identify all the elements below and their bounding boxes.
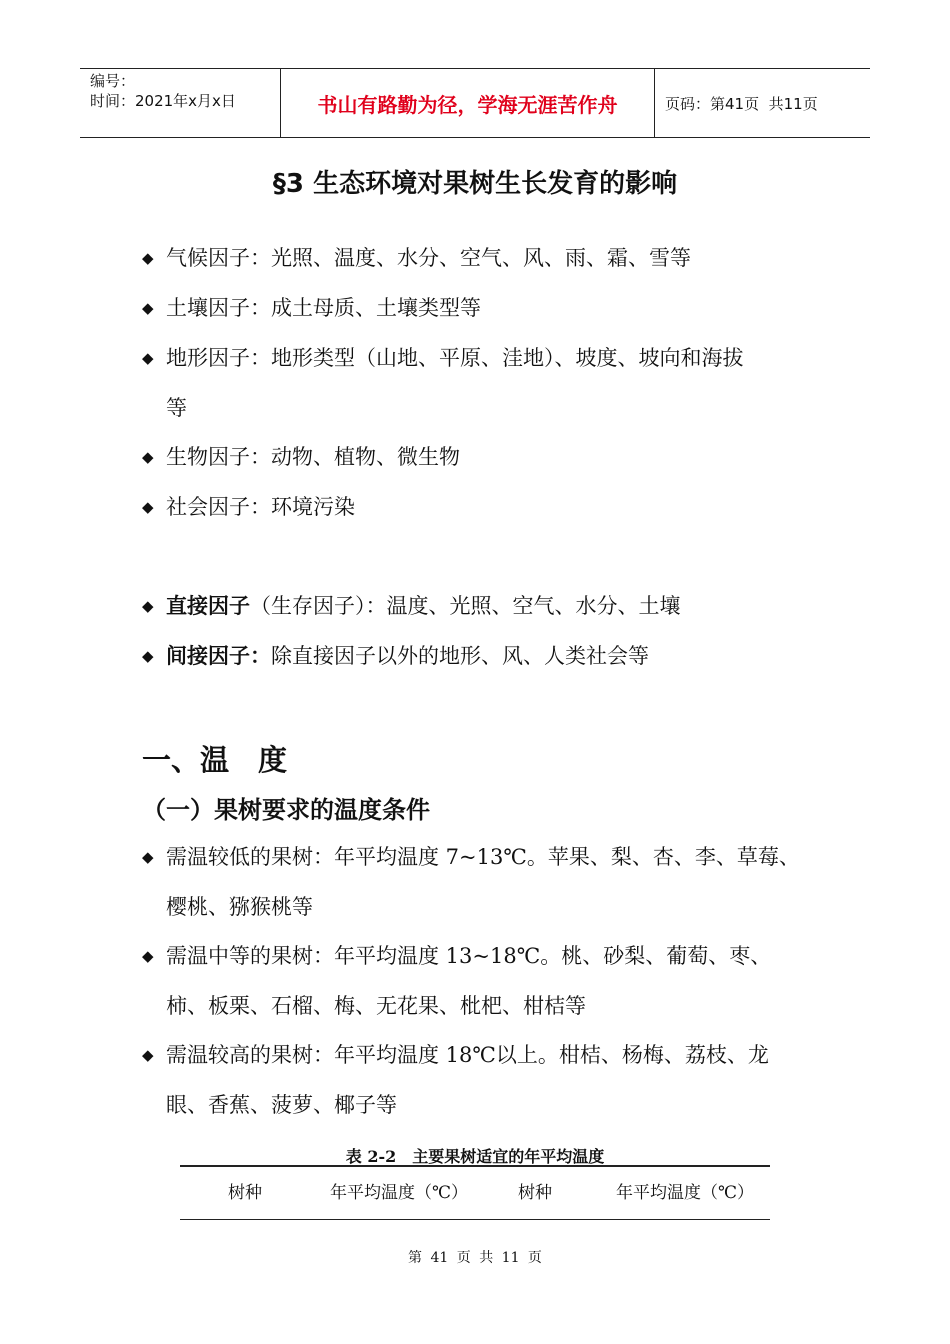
list-item-indirect-factor bbox=[142, 642, 649, 670]
diamond-bullet-icon: ◆ bbox=[142, 647, 154, 665]
table-header-cell: 树种 bbox=[518, 1183, 552, 1203]
list-item bbox=[142, 344, 744, 372]
factor-text: 地形类型（山地、平原、洼地）、坡度、坡向和海拔 bbox=[271, 346, 744, 370]
diamond-bullet-icon: ◆ bbox=[142, 299, 154, 317]
page-title: §3 生态环境对果树生长发育的影响 bbox=[272, 169, 678, 199]
list-item bbox=[142, 1041, 769, 1069]
temp-item-text: 需温较高的果树：年平均温度 18℃以上。柑桔、杨梅、荔枝、龙 bbox=[166, 1043, 769, 1067]
diamond-bullet-icon: ◆ bbox=[142, 249, 154, 267]
factor-text: 成土母质、土壤类型等 bbox=[271, 296, 481, 320]
diamond-bullet-icon: ◆ bbox=[142, 597, 154, 615]
direct-factor-text: 温度、光照、空气、水分、土壤 bbox=[386, 594, 681, 618]
indirect-factor-text: 除直接因子以外的地形、风、人类社会等 bbox=[271, 644, 649, 668]
list-item-direct-factor bbox=[142, 592, 681, 620]
table-header-cell: 年平均温度（℃） bbox=[330, 1183, 469, 1203]
factor-label: 气候因子： bbox=[166, 246, 271, 270]
diamond-bullet-icon: ◆ bbox=[142, 349, 154, 367]
diamond-bullet-icon: ◆ bbox=[142, 848, 154, 866]
list-item-continuation: 樱桃、猕猴桃等 bbox=[166, 895, 313, 919]
direct-factor-note: （生存因子）： bbox=[250, 594, 387, 618]
factor-label: 土壤因子： bbox=[166, 296, 271, 320]
temp-item-text: 需温较低的果树：年平均温度 7~13℃。苹果、梨、杏、李、草莓、 bbox=[166, 845, 800, 869]
diamond-bullet-icon: ◆ bbox=[142, 498, 154, 516]
page-footer: 第 41 页 共 11 页 bbox=[408, 1250, 542, 1266]
list-item-continuation: 眼、香蕉、菠萝、椰子等 bbox=[166, 1093, 397, 1117]
page-header bbox=[80, 68, 870, 138]
list-item bbox=[142, 942, 771, 970]
subsection-heading: （一）果树要求的温度条件 bbox=[142, 796, 430, 824]
factor-label: 生物因子： bbox=[166, 445, 271, 469]
time-label: 时间：2021年x月x日 bbox=[90, 92, 236, 110]
header-info-cell bbox=[80, 69, 281, 137]
list-item bbox=[142, 443, 460, 471]
diamond-bullet-icon: ◆ bbox=[142, 1046, 154, 1064]
factor-text: 环境污染 bbox=[271, 495, 355, 519]
header-page-info bbox=[655, 69, 870, 137]
direct-factor-label: 直接因子 bbox=[166, 594, 250, 618]
factor-text: 动物、植物、微生物 bbox=[271, 445, 460, 469]
number-label: 编号： bbox=[90, 72, 136, 90]
list-item-continuation: 等 bbox=[166, 396, 187, 420]
temp-item-text: 需温中等的果树：年平均温度 13~18℃。桃、砂梨、葡萄、枣、 bbox=[166, 944, 772, 968]
indirect-factor-label: 间接因子： bbox=[166, 644, 271, 668]
table-caption: 表 2-2 主要果树适宜的年平均温度 bbox=[345, 1147, 605, 1166]
table-header-cell: 树种 bbox=[228, 1183, 262, 1203]
list-item-continuation: 柿、板栗、石榴、梅、无花果、枇杷、柑桔等 bbox=[166, 994, 586, 1018]
list-item bbox=[142, 843, 800, 871]
diamond-bullet-icon: ◆ bbox=[142, 947, 154, 965]
page-info-text: 页码：第41页 共11页 bbox=[665, 94, 818, 113]
factor-label: 社会因子： bbox=[166, 495, 271, 519]
diamond-bullet-icon: ◆ bbox=[142, 448, 154, 466]
list-item bbox=[142, 244, 691, 272]
table-header-cell: 年平均温度（℃） bbox=[615, 1183, 755, 1203]
list-item bbox=[142, 294, 481, 322]
temperature-table bbox=[180, 1165, 770, 1220]
factor-label: 地形因子： bbox=[166, 346, 271, 370]
list-item bbox=[142, 493, 355, 521]
header-motto: 书山有路勤为径，学海无涯苦作舟 bbox=[281, 69, 655, 137]
section-heading: 一、温 度 bbox=[142, 743, 288, 777]
factor-text: 光照、温度、水分、空气、风、雨、霜、雪等 bbox=[271, 246, 691, 270]
